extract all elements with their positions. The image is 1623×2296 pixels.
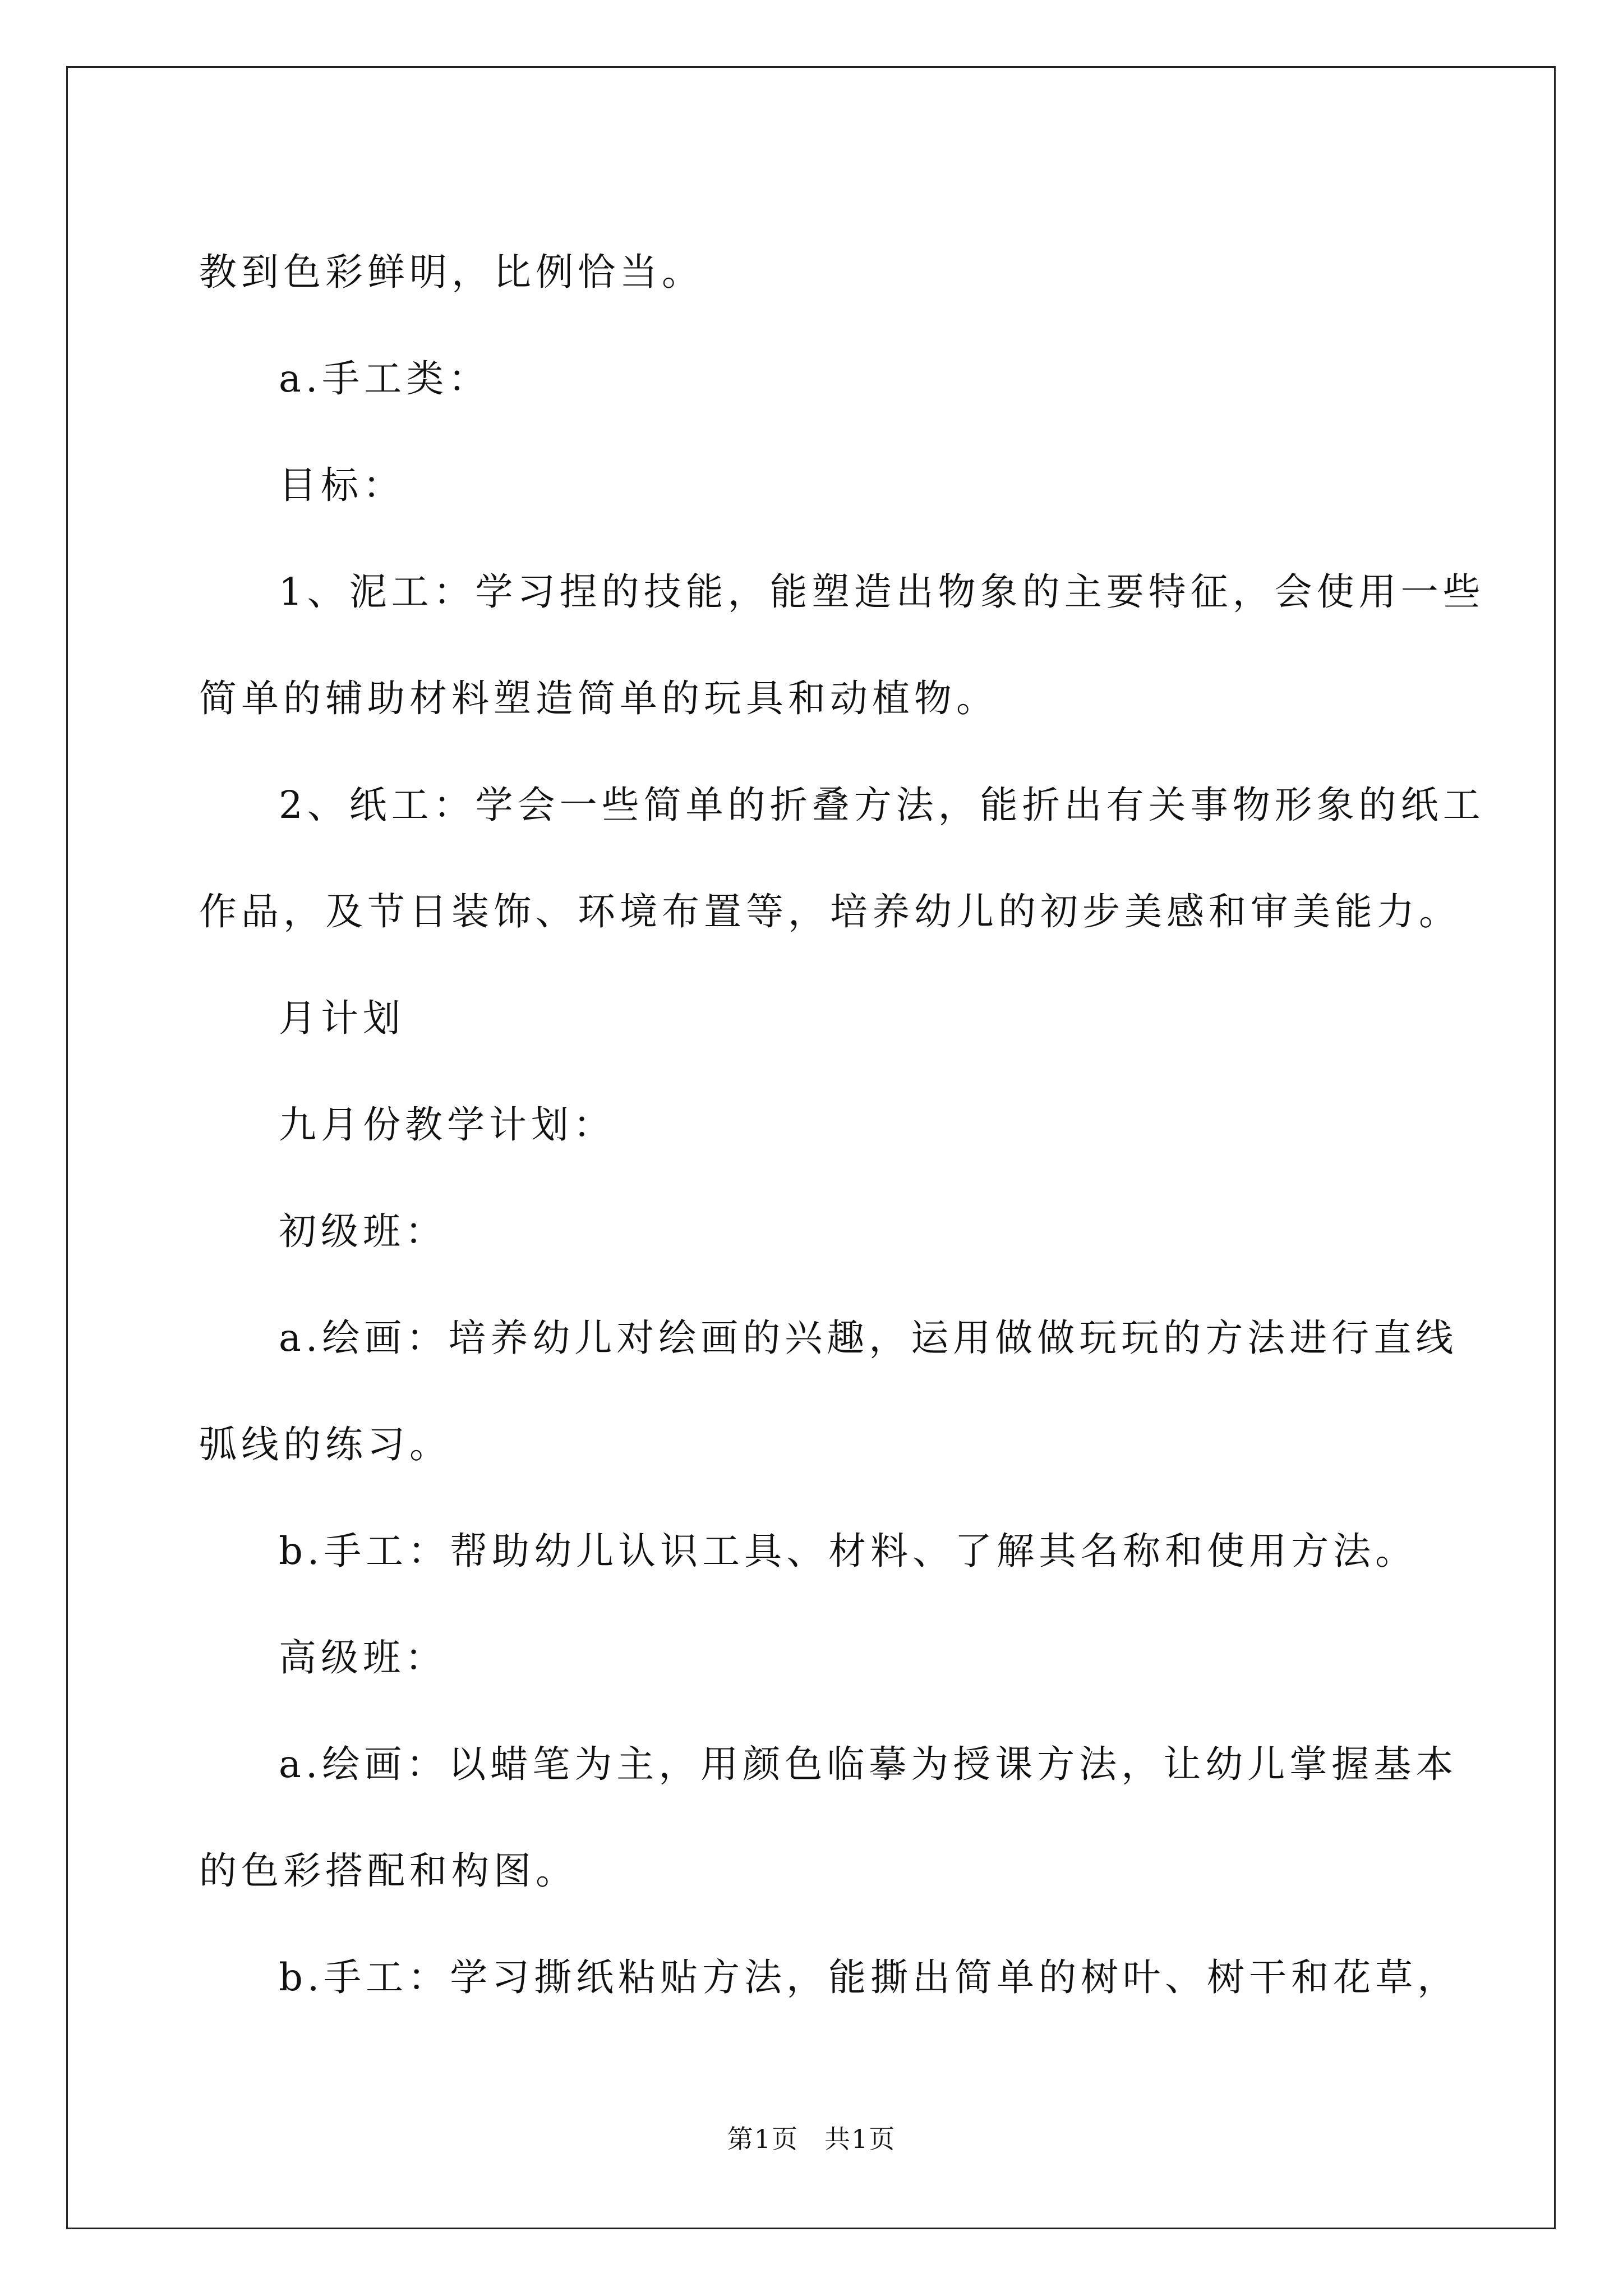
text-line: b.手工：帮助幼儿认识工具、材料、了解其名称和使用方法。	[279, 1529, 1418, 1573]
page-number-total: 共1页	[824, 2124, 896, 2154]
text-line: a.绘画：培养幼儿对绘画的兴趣，运用做做玩玩的方法进行直线	[279, 1316, 1458, 1360]
text-line: 1、泥工：学习捏的技能，能塑造出物象的主要特征，会使用一些	[279, 570, 1485, 614]
text-line: b.手工：学习撕纸粘贴方法，能撕出简单的树叶、树干和花草，	[279, 1955, 1460, 1999]
text-line: 2、纸工：学会一些简单的折叠方法，能折出有关事物形象的纸工	[279, 783, 1485, 827]
text-line: 九月份教学计划：	[279, 1103, 615, 1147]
text-line: 初级班：	[279, 1209, 447, 1253]
text-line: a.手工类：	[279, 357, 491, 401]
text-line: 的色彩搭配和构图。	[199, 1849, 578, 1893]
page-number-current: 第1页	[727, 2124, 799, 2154]
text-line: 弧线的练习。	[199, 1423, 451, 1466]
text-line: 月计划	[279, 996, 405, 1040]
page-footer	[0, 2122, 1623, 2156]
text-line: 高级班：	[279, 1636, 447, 1680]
text-line: 教到色彩鲜明，比例恰当。	[199, 250, 704, 294]
text-line: 简单的辅助材料塑造简单的玩具和动植物。	[199, 677, 998, 720]
text-line: 作品，及节日装饰、环境布置等，培养幼儿的初步美感和审美能力。	[199, 890, 1461, 933]
text-line: a.绘画：以蜡笔为主，用颜色临摹为授课方法，让幼儿掌握基本	[279, 1742, 1458, 1786]
text-line: 目标：	[279, 463, 405, 507]
document-body	[199, 219, 1485, 2031]
